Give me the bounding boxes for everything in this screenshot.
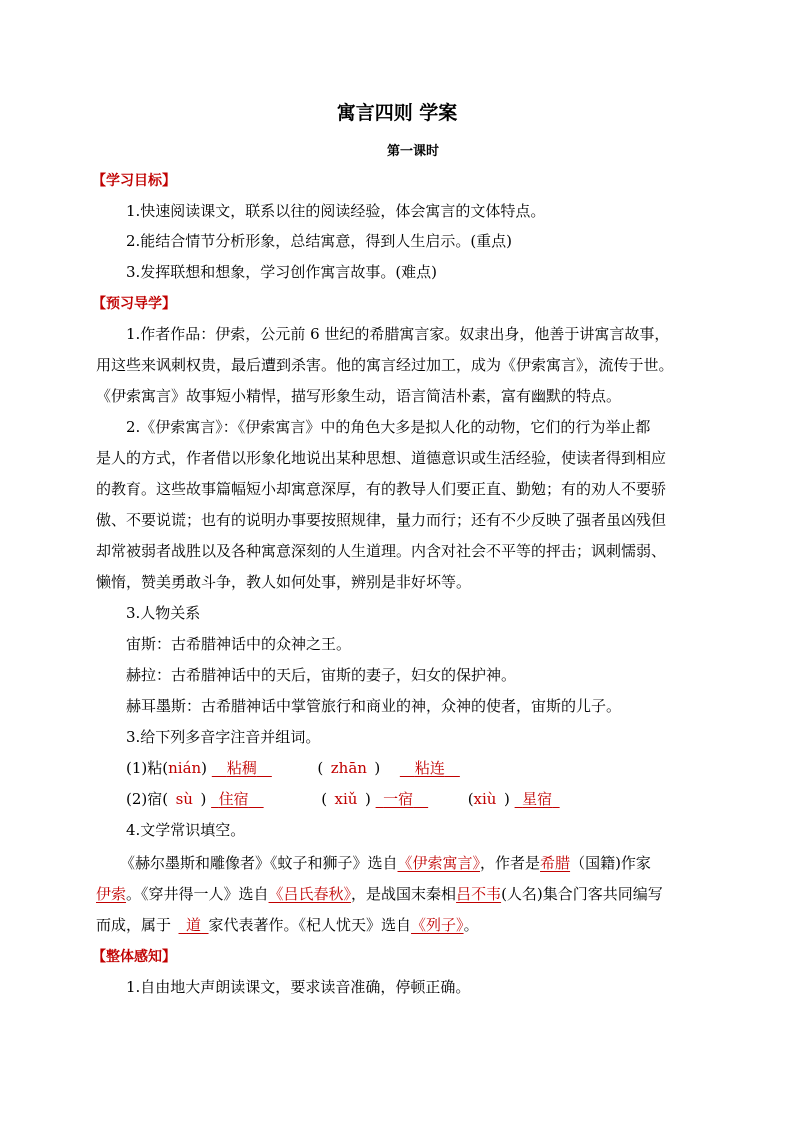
word-answer: [212, 759, 272, 777]
page-title: 寓言四则 学案: [336, 102, 458, 124]
row-text: ): [503, 790, 510, 808]
paragraph-line: 懒惰，赞美勇敢斗争，教人如何处事，辨别是非好坏等。: [96, 573, 472, 591]
pinyin-answer: xiù: [473, 790, 497, 808]
row-text: (: [317, 759, 324, 777]
fill-answer: [179, 916, 209, 934]
fill-text: (人名)集合门客共同编写: [501, 885, 663, 903]
subheading: 3.给下列多音字注音并组词。: [126, 728, 321, 746]
row-text: ): [200, 790, 207, 808]
paragraph-line: 2.《伊索寓言》：《伊索寓言》中的角色大多是拟人化的动物，它们的行为举止都: [126, 418, 651, 436]
pinyin-answer: xiǔ: [334, 790, 358, 808]
row-text: (: [467, 790, 474, 808]
goal-item: 1.快速阅读课文，联系以往的阅读经验，体会寓言的文体特点。: [126, 202, 546, 220]
row-text: ): [374, 759, 381, 777]
fill-text: 而成，属于: [96, 916, 172, 934]
section-heading-preview: 【预习导学】: [92, 296, 176, 312]
page-subtitle: 第一课时: [386, 144, 439, 159]
fill-text: （国籍)作家: [570, 854, 651, 872]
paragraph-line: 傲、不要说谎；也有的说明办事要按照规律，量力而行；还有不少反映了强者虽凶残但: [96, 511, 667, 529]
word-answer: [515, 790, 560, 808]
row-text: (1)粘(: [126, 759, 169, 777]
word-answer: [211, 790, 264, 808]
row-text: ): [201, 759, 208, 777]
paragraph-line: 1.作者作品：伊索，公元前 6 世纪的希腊寓言家。奴隶出身，他善于讲寓言故事，: [126, 325, 670, 343]
word-answer: [400, 759, 460, 777]
paragraph-line: 却常被弱者战胜以及各种寓意深刻的人生道理。内含对社会不平等的抨击；讽刺懦弱、: [96, 542, 667, 560]
fill-answer-text: 道: [186, 916, 202, 934]
fill-answer: 《吕氏春秋》: [268, 885, 352, 903]
character-item: 宙斯：古希腊神话中的众神之王。: [126, 635, 352, 653]
fill-answer: 希腊: [540, 854, 571, 872]
fill-text: ，作者是: [480, 854, 541, 872]
section-heading-overview: 【整体感知】: [92, 949, 176, 965]
word-answer-text: 粘连: [414, 759, 445, 777]
row-text: ): [364, 790, 371, 808]
pinyin-answer: zhān: [330, 759, 367, 777]
fill-line: [96, 915, 726, 935]
fill-answer: 吕不韦: [456, 885, 502, 903]
pinyin-answer: sù: [175, 790, 193, 808]
row-text: (2)宿(: [126, 790, 169, 808]
fill-line: [96, 884, 726, 904]
paragraph-line: 《伊索寓言》故事短小精悍，描写形象生动，语言简洁朴素，富有幽默的特点。: [96, 387, 622, 405]
character-item: 赫拉：古希腊神话中的天后，宙斯的妻子，妇女的保护神。: [126, 666, 517, 684]
polyphone-row: [126, 758, 756, 778]
polyphone-row: [126, 789, 756, 809]
paragraph-line: 用这些来讽刺权贵，最后遭到杀害。他的寓言经过加工，成为《伊索寓言》，流传于世。: [96, 356, 674, 374]
word-answer: [376, 790, 429, 808]
paragraph-line: 是人的方式，作者借以形象化地说出某种思想、道德意识或生活经验，使读者得到相应: [96, 449, 667, 467]
word-answer-text: 粘稠: [226, 759, 257, 777]
fill-text: ，是战国末秦相: [351, 885, 457, 903]
section-heading-goals: 【学习目标】: [92, 173, 176, 189]
fill-answer: 《伊索寓言》: [397, 854, 481, 872]
fill-text: 《赫尔墨斯和雕像者》《蚊子和狮子》选自: [120, 854, 398, 872]
row-text: (: [321, 790, 328, 808]
goal-item: 3.发挥联想和想象，学习创作寓言故事。(难点): [126, 263, 438, 281]
pinyin-answer: nián: [168, 759, 202, 777]
subheading: 4.文学常识填空。: [126, 821, 246, 839]
overview-item: 1.自由地大声朗读课文，要求读音准确，停顿正确。: [126, 978, 471, 996]
fill-text: 。《穿井得一人》选自: [126, 885, 269, 903]
fill-line: [120, 853, 750, 873]
goal-item: 2.能结合情节分析形象，总结寓意，得到人生启示。(重点): [126, 232, 513, 250]
paragraph-line: 的教育。这些故事篇幅短小却寓意深厚，有的教导人们要正直、勤勉；有的劝人不要骄: [96, 480, 667, 498]
fill-answer: 伊索: [96, 885, 127, 903]
word-answer-text: 一宿: [383, 790, 414, 808]
word-answer-text: 星宿: [522, 790, 553, 808]
fill-answer: 《列子》: [411, 916, 464, 934]
subheading: 3.人物关系: [126, 604, 201, 622]
fill-text: 家代表著作。《杞人忧天》选自: [208, 916, 412, 934]
fill-text: 。: [463, 916, 479, 934]
word-answer-text: 住宿: [218, 790, 249, 808]
character-item: 赫耳墨斯：古希腊神话中掌管旅行和商业的神，众神的使者，宙斯的儿子。: [126, 697, 622, 715]
